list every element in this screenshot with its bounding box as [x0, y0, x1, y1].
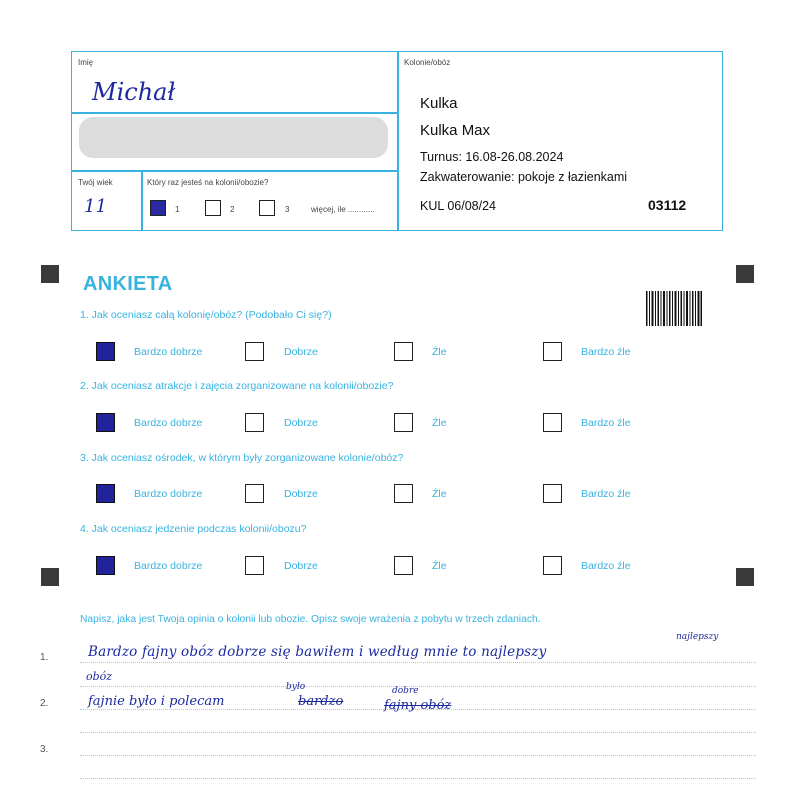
registration-marker	[736, 568, 754, 586]
answer-line-2-struck-1: bardzo	[298, 694, 344, 709]
q1-option-very-good-label: Bardzo dobrze	[134, 346, 203, 358]
survey-title: ANKIETA	[83, 273, 173, 295]
q3-option-bad-label: Źle	[432, 488, 447, 500]
ref-code: KUL 06/08/24	[420, 199, 496, 213]
form-number: 03112	[648, 197, 687, 213]
question-1: 1. Jak oceniasz całą kolonię/obóz? (Podobało Ci się?)	[80, 309, 332, 321]
lodging-label: Zakwaterowanie:	[420, 170, 515, 184]
writing-line	[80, 755, 756, 756]
answer-line-1[interactable]: Bardzo fajny obóz dobrze się bawiłem i według mnie to najlepszy	[88, 644, 547, 660]
lodging-row	[420, 170, 627, 184]
q2-option-bad-label: Źle	[432, 417, 447, 429]
registration-marker	[736, 265, 754, 283]
times-checkbox-2[interactable]	[205, 200, 221, 216]
q2-option-very-good-label: Bardzo dobrze	[134, 417, 203, 429]
q2-option-very-good-checkbox[interactable]	[96, 413, 115, 432]
q1-option-good-label: Dobrze	[284, 346, 318, 358]
q1-option-very-bad-label: Bardzo źle	[581, 346, 631, 358]
q4-option-very-good-checkbox[interactable]	[96, 556, 115, 575]
q4-option-very-good-label: Bardzo dobrze	[134, 560, 203, 572]
header-divider	[71, 170, 397, 172]
answer-line-2-insertion-1: było	[286, 682, 306, 692]
camp-name: Kulka	[420, 95, 458, 112]
q3-option-good-checkbox[interactable]	[245, 484, 264, 503]
turnus-value: 16.08-26.08.2024	[465, 150, 564, 164]
question-3: 3. Jak oceniasz ośrodek, w którym były zorganizowane kolonie/obóz?	[80, 452, 404, 464]
name-value[interactable]: Michał	[92, 78, 176, 106]
line-number-3: 3.	[40, 744, 49, 755]
registration-marker	[41, 568, 59, 586]
age-value[interactable]: 11	[84, 196, 107, 217]
q1-option-bad-label: Źle	[432, 346, 447, 358]
q2-option-good-checkbox[interactable]	[245, 413, 264, 432]
q1-option-good-checkbox[interactable]	[245, 342, 264, 361]
q3-option-very-good-label: Bardzo dobrze	[134, 488, 203, 500]
question-2: 2. Jak oceniasz atrakcje i zajęcia zorganizowane na kolonii/obozie?	[80, 380, 394, 392]
answer-line-1-insertion: najlepszy	[676, 632, 719, 642]
answer-line-2-insertion-2: dobre	[392, 686, 419, 696]
q2-option-good-label: Dobrze	[284, 417, 318, 429]
turnus-label: Turnus:	[420, 150, 462, 164]
times-label: Który raz jesteś na kolonii/obozie?	[147, 178, 269, 187]
times-checkbox-1[interactable]	[150, 200, 166, 216]
q4-option-bad-checkbox[interactable]	[394, 556, 413, 575]
camp-subname: Kulka Max	[420, 122, 491, 139]
q4-option-bad-label: Źle	[432, 560, 447, 572]
q2-option-very-bad-label: Bardzo źle	[581, 417, 631, 429]
times-option-2: 2	[230, 205, 235, 214]
q4-option-good-checkbox[interactable]	[245, 556, 264, 575]
q1-option-very-good-checkbox[interactable]	[96, 342, 115, 361]
question-4: 4. Jak oceniasz jedzenie podczas kolonii/obozu?	[80, 523, 307, 535]
writing-line	[80, 662, 756, 663]
times-option-3: 3	[285, 205, 290, 214]
header-divider	[141, 170, 143, 231]
q3-option-very-good-checkbox[interactable]	[96, 484, 115, 503]
q1-option-very-bad-checkbox[interactable]	[543, 342, 562, 361]
line-number-1: 1.	[40, 652, 49, 663]
q2-option-bad-checkbox[interactable]	[394, 413, 413, 432]
times-option-1: 1	[175, 205, 180, 214]
redacted-surname	[79, 117, 388, 158]
opinion-prompt: Napisz, jaka jest Twoja opinia o kolonii lub obozie. Opisz swoje wrażenia z pobytu w trzech zdaniach.	[80, 614, 541, 625]
header-divider	[397, 51, 399, 231]
line-number-2: 2.	[40, 698, 49, 709]
lodging-value: pokoje z łazienkami	[517, 170, 628, 184]
writing-line	[80, 778, 756, 779]
q4-option-very-bad-checkbox[interactable]	[543, 556, 562, 575]
answer-line-2[interactable]	[88, 694, 224, 709]
q1-option-bad-checkbox[interactable]	[394, 342, 413, 361]
answer-line-2-struck-2: fajny obóz	[384, 698, 452, 713]
q4-option-good-label: Dobrze	[284, 560, 318, 572]
turnus-row	[420, 150, 563, 164]
times-more-label: więcej, ile ............	[311, 205, 375, 214]
name-label: Imię	[78, 58, 94, 67]
q4-option-very-bad-label: Bardzo źle	[581, 560, 631, 572]
writing-line	[80, 732, 756, 733]
camp-label: Kolonie/obóz	[404, 58, 451, 67]
answer-line-2-text: fajnie było i polecam	[88, 694, 225, 709]
q3-option-very-bad-checkbox[interactable]	[543, 484, 562, 503]
times-checkbox-3[interactable]	[259, 200, 275, 216]
q3-option-very-bad-label: Bardzo źle	[581, 488, 631, 500]
q2-option-very-bad-checkbox[interactable]	[543, 413, 562, 432]
q3-option-good-label: Dobrze	[284, 488, 318, 500]
age-label: Twój wiek	[78, 178, 113, 187]
answer-line-1-continuation[interactable]: obóz	[86, 670, 113, 683]
header-divider	[71, 112, 397, 114]
barcode	[646, 291, 702, 326]
q3-option-bad-checkbox[interactable]	[394, 484, 413, 503]
registration-marker	[41, 265, 59, 283]
